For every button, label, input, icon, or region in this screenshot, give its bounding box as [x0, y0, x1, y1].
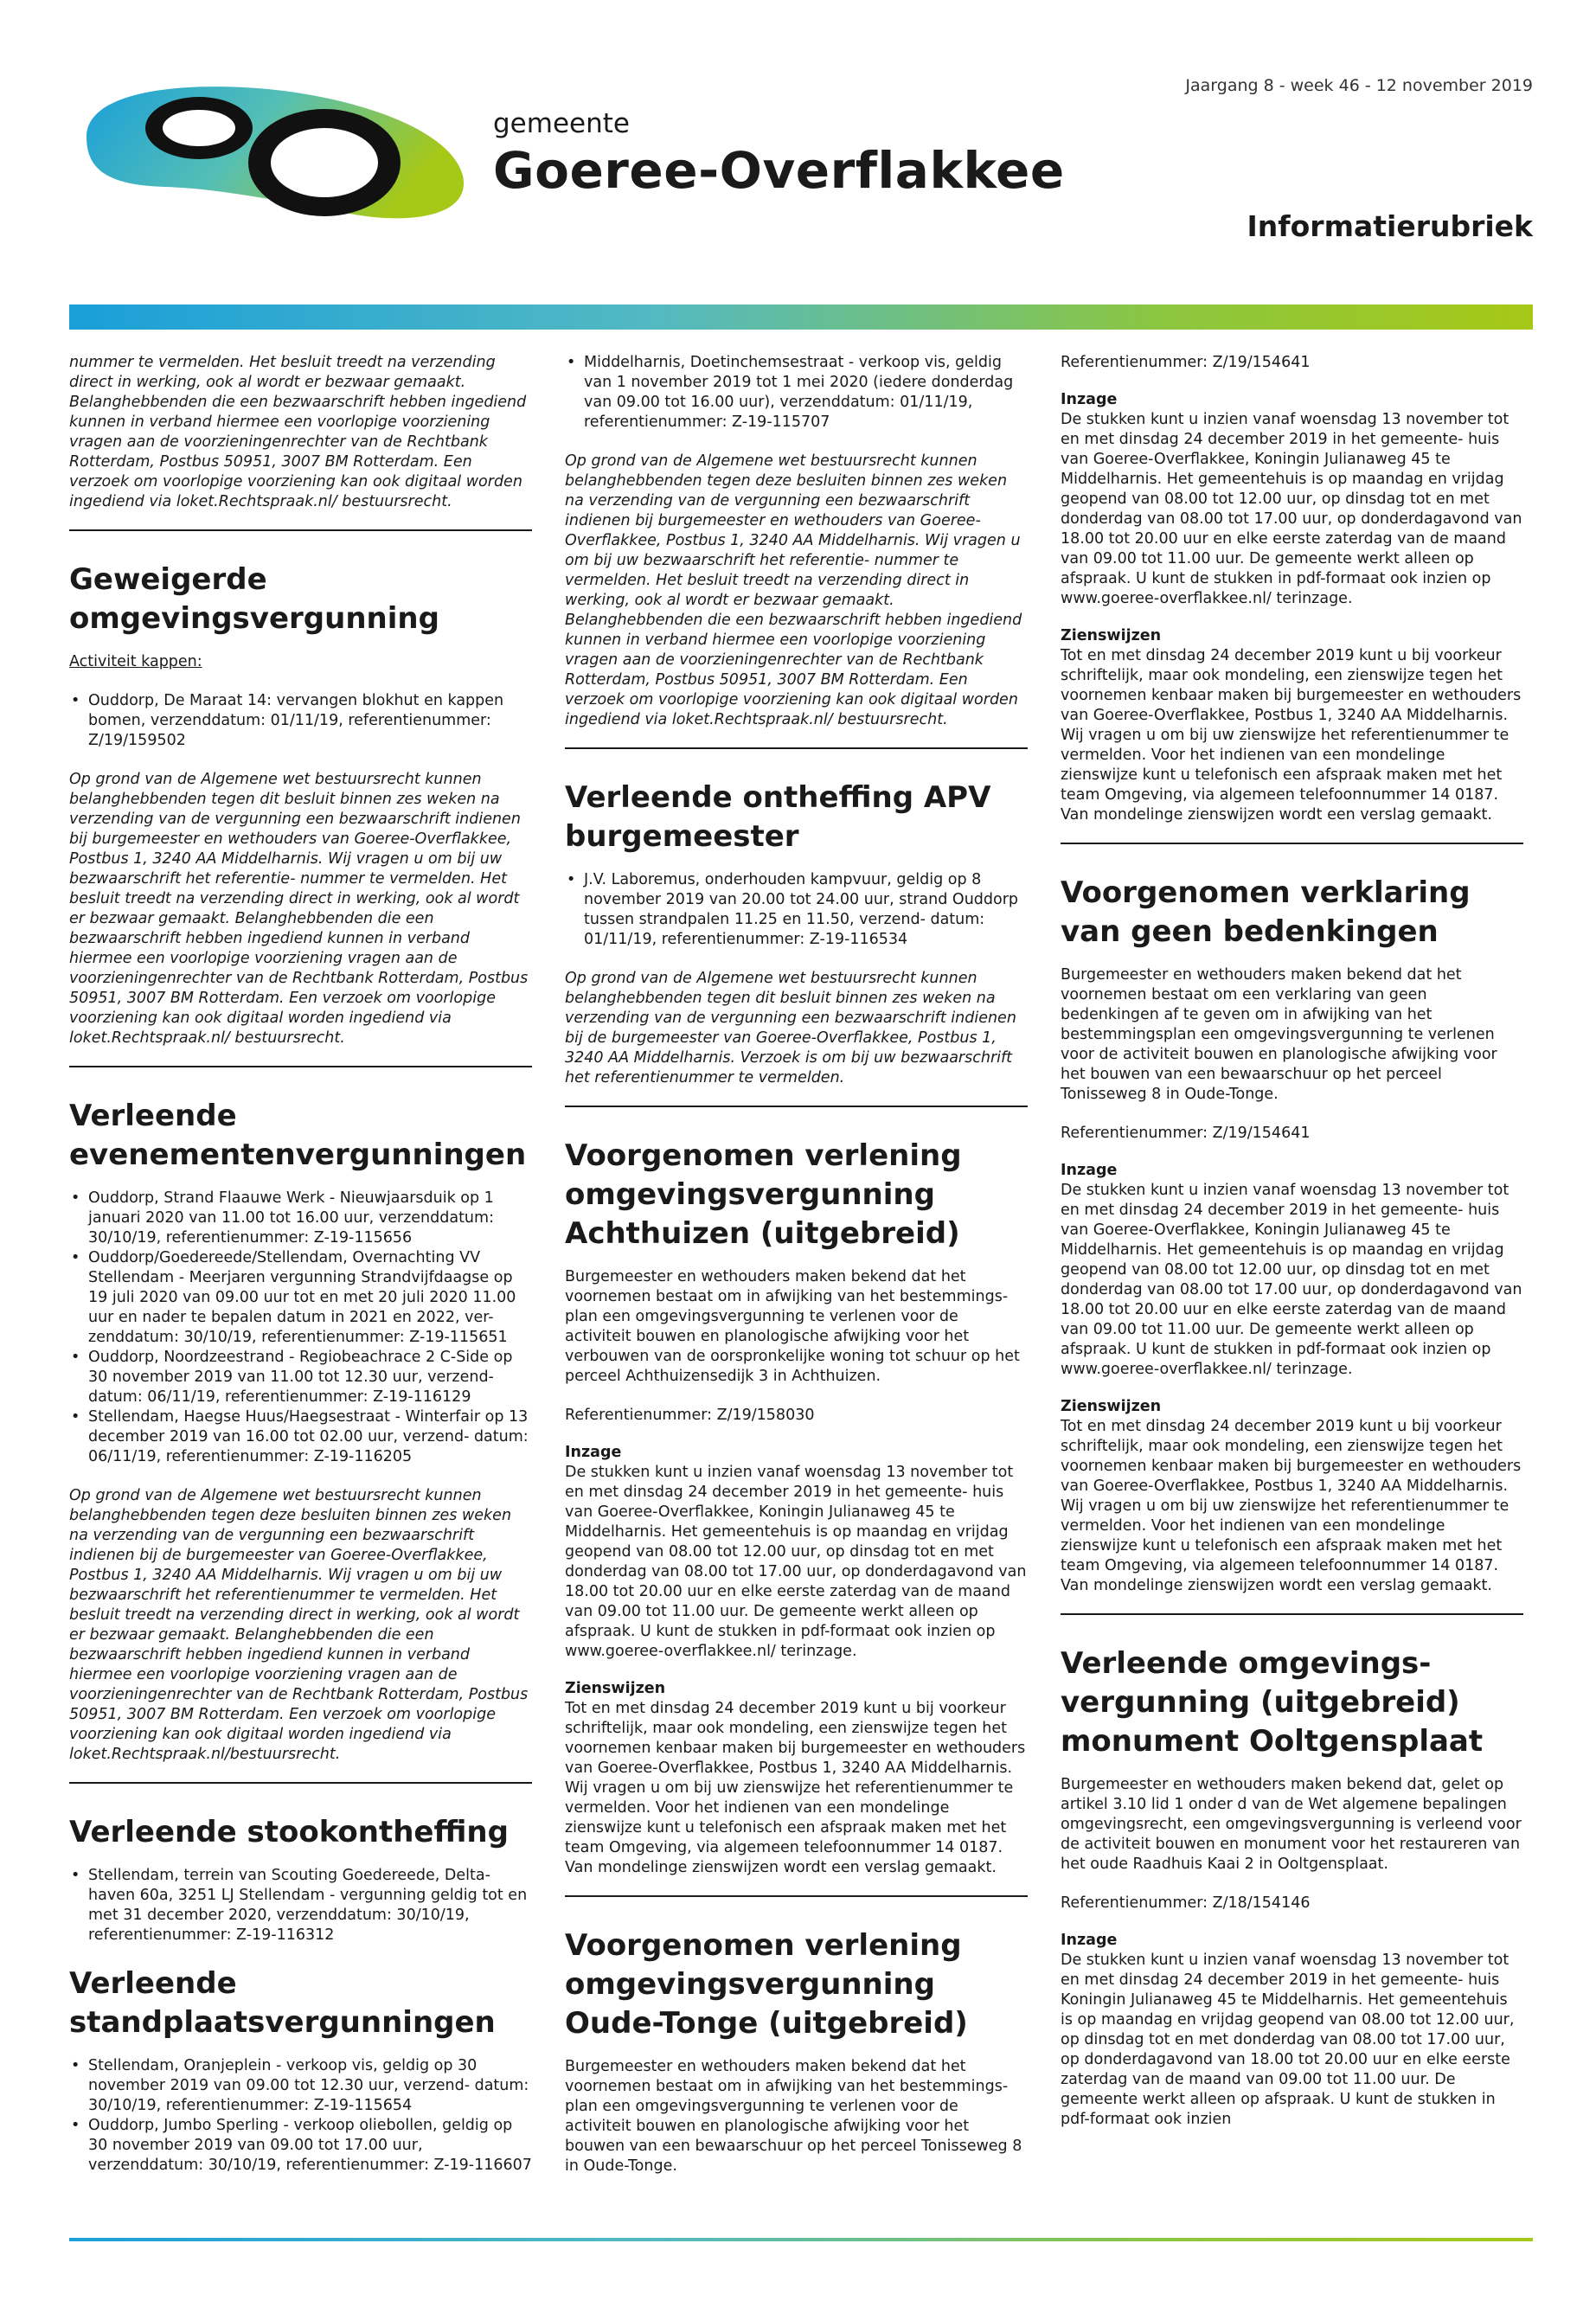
section-divider [69, 1782, 532, 1784]
zienswijzen-heading: Zienswijzen [1061, 1398, 1162, 1415]
inzage-text: De stukken kunt u inzien vanaf woensdag 13 november tot en met dinsdag 24 december 2019 in het gemeente- huis van Goeree-Overflakkee, Koningin Julianaweg 45 te Middelharnis. Het gemeentehuis is op maandag en vrijdag geopend van 08.00 tot 12.00 uur, op dinsdag tot en met donderdag van 08.00 tot 17.00 uur, op donderdagavond van 18.00 tot 20.00 uur en elke eerste zaterdag van de maand van 09.00 tot 11.00 uur. De gemeente werkt alleen op afspraak. U kunt de stukken in pdf-formaat ook inzien op www.goeree-overflakkee.nl/ terinzage. [1061, 411, 1522, 607]
list-item: • J.V. Laboremus, onderhouden kampvuur, geldig op 8 november 2019 van 20.00 tot 24.00 uur, strand Ouddorp tussen strandpalen 11.25 en 11.50, verzend- datum: 01/11/19, referentienummer: Z-19-116534 [565, 870, 1028, 950]
section-title-ooltgensplaat: Verleende omgevings- vergunning (uitgebreid) monument Ooltgensplaat [1061, 1646, 1484, 1759]
list-item: • Ouddorp, Noordzeestrand - Regiobeachrace 2 C-Side op 30 november 2019 van 11.00 tot 12.30 uur, verzend- datum: 06/11/19, referentienummer: Z-19-116129 [69, 1348, 532, 1407]
section-title-oude-tonge: Voorgenomen verlening omgevingsvergunning Oude-Tonge (uitgebreid) [565, 1928, 968, 2041]
column-3 [1061, 353, 1523, 2130]
list-evenementen [69, 1189, 532, 1467]
section-divider [1061, 843, 1523, 844]
inzage-heading: Inzage [1061, 1162, 1118, 1179]
zienswijzen-text: Tot en met dinsdag 24 december 2019 kunt u bij voorkeur schriftelijk, maar ook mondeling, een zienswijze tegen het voornemen kenbaar maken bij burgemeester en wethouders van Goeree-Overflakkee, Postbus 1, 3240 AA Middelharnis. Wij vragen u om bij uw zienswijze het referentienummer te vermelden. Voor het indienen van een mondelinge zienswijze kunt u telefonisch een afspraak maken met het team Omgeving, via algemeen telefoonnummer 14 0187. Van mondelinge zienswijzen wordt een verslag gemaakt. [565, 1700, 1026, 1876]
list-stookontheffing [69, 1866, 532, 1945]
inzage-text: De stukken kunt u inzien vanaf woensdag 13 november tot en met dinsdag 24 december 2019 in het gemeente- huis Koningin Julianaweg 45 te Middelharnis. Het gemeentehuis is op maandag en vrijdag geopend van 08.00 tot 12.00 uur, op dinsdag tot en met donderdag van 08.00 tot 17.00 uur, op donderdagavond van 18.00 tot 20.00 uur en elke eerste zaterdag van de maand van 09.00 tot 11.00 uur. De gemeente werkt alleen op afspraak. U kunt de stukken in pdf-formaat ook inzien [1061, 1952, 1515, 2128]
section-divider [69, 1066, 532, 1067]
legal-text: Op grond van de Algemene wet bestuursrecht kunnen belanghebbenden tegen deze besluiten binnen zes weken na verzending van de vergunning een bezwaarschrift indienen bij burgemeester en wethouders van Goeree-Overflakkee, Postbus 1, 3240 AA Middelharnis. Wij vragen u om bij uw bezwaarschrift het referentie- nummer te vermelden. Het besluit treedt na verzending direct in werking, ook al wordt er bezwaar gemaakt. Belanghebbenden die een bezwaarschrift hebben ingediend kunnen in verband hiermee een voorlopige voorziening vragen aan de voorzieningenrechter van de Rechtbank Rotterdam, Postbus 50951, 3007 BM Rotterdam. Een verzoek om voorlopige voorziening kan ook digitaal worden ingediend via loket.Rechtspraak.nl/ bestuursrecht. [565, 452, 1022, 728]
legal-text: Op grond van de Algemene wet bestuursrecht kunnen belanghebbenden tegen dit besluit binnen zes weken na verzending van de vergunning een bezwaarschrift indienen bij burgemeester en wethouders van Goeree-Overflakkee, Postbus 1, 3240 AA Middelharnis. Wij vragen u om bij uw bezwaarschrift het referentie- nummer te vermelden. Het besluit treedt na verzending direct in werking, ook al wordt er bezwaar gemaakt. Belanghebbenden die een bezwaarschrift hebben ingediend kunnen in verband hiermee een voorlopige voorziening vragen aan de voorzieningenrechter van de Rechtbank Rotterdam, Postbus 50951, 3007 BM Rotterdam. Een verzoek om voorlopige voorziening kan ook digitaal worden ingediend via loket.Rechtspraak.nl/ bestuursrecht. [69, 771, 529, 1047]
column-1 [69, 353, 532, 2176]
section-title-achthuizen: Voorgenomen verlening omgevingsvergunning Achthuizen (uitgebreid) [565, 1138, 962, 1251]
brand-subtitle: gemeente [493, 108, 630, 139]
section-divider [565, 1895, 1028, 1897]
intro-text: nummer te vermelden. Het besluit treedt na verzending direct in werking, ook al wordt er bezwaar gemaakt. Belanghebbenden die een bezwaarschrift hebben ingediend kunnen in verband hiermee een voorlopige voorziening vragen aan de voorzieningenrechter van de Rechtbank Rotterdam, Postbus 50951, 3007 BM Rotterdam. Een verzoek om voorlopige voorziening kan ook digitaal worden ingediend via loket.Rechtspraak.nl/ bestuursrecht. [69, 354, 527, 510]
reference-number: Referentienummer: Z/19/154641 [1061, 1125, 1311, 1142]
list-item: • Stellendam, Haegse Huus/Haegsestraat - Winterfair op 13 december 2019 van 16.00 tot 02.00 uur, verzend- datum: 06/11/19, referentienummer: Z-19-116205 [69, 1407, 532, 1467]
list-item: • Stellendam, terrein van Scouting Goedereede, Delta- haven 60a, 3251 LJ Stellendam - vergunning geldig tot en met 31 december 2020, verzenddatum: 30/10/19, referentienummer: Z-19-116312 [69, 1866, 532, 1945]
section-title-vvgb: Voorgenomen verklaring van geen bedenkingen [1061, 875, 1471, 949]
column-2 [565, 353, 1028, 2176]
header-gradient-band [69, 304, 1533, 330]
section-title-stookontheffing: Verleende stookontheffing [69, 1815, 509, 1849]
list-item: • Stellendam, Oranjeplein - verkoop vis, geldig op 30 november 2019 van 09.00 tot 12.30 uur, verzend- datum: 30/10/19, referentienummer: Z-19-115654 [69, 2056, 532, 2116]
inzage-heading: Inzage [1061, 391, 1118, 408]
section-divider [565, 747, 1028, 749]
list-item: • Middelharnis, Doetinchemsestraat - verkoop vis, geldig van 1 november 2019 tot 1 mei 2020 (iedere donderdag van 09.00 tot 16.00 uur), verzenddatum: 01/11/19, referentienummer: Z-19-115707 [565, 353, 1028, 433]
body-text: Burgemeester en wethouders maken bekend dat het voornemen bestaat om in afwijking van het bestemmings- plan een omgevingsvergunning te verlenen voor de activiteit bouwen en planologische afwijking voor het verbouwen van de oorspronkelijke woning tot schuur op het perceel Achthuizensedijk 3 in Achthuizen. [565, 1268, 1020, 1385]
section-title-standplaats: Verleende standplaatsvergunningen [69, 1966, 496, 2040]
body-text: Burgemeester en wethouders maken bekend dat, gelet op artikel 3.10 lid 1 onder d van de Wet algemene bepalingen omgevingsrecht, een omgevingsvergunning is verleend voor de activiteit bouwen en monument voor het restaureren van het oude Raadhuis Kaai 2 in Ooltgensplaat. [1061, 1776, 1522, 1873]
inzage-heading: Inzage [1061, 1932, 1118, 1949]
section-title-evenementen: Verleende evenementenvergunningen [69, 1099, 527, 1172]
section-title-apv: Verleende ontheffing APV burgemeester [565, 780, 991, 854]
zienswijzen-text: Tot en met dinsdag 24 december 2019 kunt u bij voorkeur schriftelijk, maar ook mondeling, een zienswijze tegen het voornemen kenbaar maken bij burgemeester en wethouders van Goeree-Overflakkee, Postbus 1, 3240 AA Middelharnis. Wij vragen u om bij uw zienswijze het referentienummer te vermelden. Voor het indienen van een mondelinge zienswijze kunt u telefonisch een afspraak maken met het team Omgeving, via algemeen telefoonnummer 14 0187. Van mondelinge zienswijzen wordt een verslag gemaakt. [1061, 1418, 1522, 1594]
legal-text: Op grond van de Algemene wet bestuursrecht kunnen belanghebbenden tegen deze besluiten binnen zes weken na verzending van de vergunning een bezwaarschrift indienen bij de burgemeester van Goeree-Overflakkee, Postbus 1, 3240 AA Middelharnis. Wij vragen u om bij uw bezwaarschrift het referentienummer te vermelden. Het besluit treedt na verzending direct in werking, ook al wordt er bezwaar gemaakt. Belanghebbenden die een bezwaarschrift hebben ingediend kunnen in verband hiermee een voorlopige voorziening vragen aan de voorzieningenrechter van de Rechtbank Rotterdam, Postbus 50951, 3007 BM Rotterdam. Een verzoek om voorlopige voorziening kan ook digitaal worden ingediend via loket.Rechtspraak.nl/bestuursrecht. [69, 1487, 529, 1763]
reference-number: Referentienummer: Z/19/154641 [1061, 354, 1311, 371]
inzage-text: De stukken kunt u inzien vanaf woensdag 13 november tot en met dinsdag 24 december 2019 in het gemeente- huis van Goeree-Overflakkee, Koningin Julianaweg 45 te Middelharnis. Het gemeentehuis is op maandag en vrijdag geopend van 08.00 tot 12.00 uur, op dinsdag tot en met donderdag van 08.00 tot 17.00 uur, op donderdagavond van 18.00 tot 20.00 uur en elke eerste zaterdag van de maand van 09.00 tot 11.00 uur. De gemeente werkt alleen op afspraak. U kunt de stukken in pdf-formaat ook inzien op www.goeree-overflakkee.nl/ terinzage. [565, 1464, 1027, 1660]
body-text: Burgemeester en wethouders maken bekend dat het voornemen bestaat om een verklaring van geen bedenkingen af te geven om in afwijking van het bestemmingsplan een omgevingsvergunning te verlenen voor de activiteit bouwen en planologische afwijking voor het bouwen van een bewaarschuur op het perceel Tonisseweg 8 in Oude-Tonge. [1061, 966, 1497, 1103]
list-apv [565, 870, 1028, 950]
legal-text: Op grond van de Algemene wet bestuursrecht kunnen belanghebbenden tegen dit besluit binnen zes weken na verzending van de vergunning een bezwaarschrift indienen bij de burgemeester van Goeree-Overflakkee, Postbus 1, 3240 AA Middelharnis. Verzoek is om bij uw bezwaarschrift het referentienummer te vermelden. [565, 970, 1016, 1086]
list-standplaats-cont [565, 353, 1028, 433]
zienswijzen-heading: Zienswijzen [1061, 627, 1162, 644]
section-divider [1061, 1613, 1523, 1615]
footer-gradient-line [69, 2238, 1533, 2241]
zienswijzen-heading: Zienswijzen [565, 1680, 666, 1697]
list-geweigerde [69, 691, 532, 751]
reference-number: Referentienummer: Z/18/154146 [1061, 1894, 1311, 1912]
inzage-text: De stukken kunt u inzien vanaf woensdag 13 november tot en met dinsdag 24 december 2019 in het gemeente- huis van Goeree-Overflakkee, Koningin Julianaweg 45 te Middelharnis. Het gemeentehuis is op maandag en vrijdag geopend van 08.00 tot 12.00 uur, op dinsdag tot en met donderdag van 08.00 tot 17.00 uur, op donderdagavond van 18.00 tot 20.00 uur en elke eerste zaterdag van de maand van 09.00 tot 11.00 uur. De gemeente werkt alleen op afspraak. U kunt de stukken in pdf-formaat ook inzien op www.goeree-overflakkee.nl/ terinzage. [1061, 1182, 1522, 1378]
list-standplaats [69, 2056, 532, 2176]
inzage-heading: Inzage [565, 1444, 622, 1461]
list-item: • Ouddorp, De Maraat 14: vervangen blokhut en kappen bomen, verzenddatum: 01/11/19, referentienummer: Z/19/159502 [69, 691, 532, 751]
brand-name: Goeree-Overflakkee [493, 141, 1065, 200]
issue-date: Jaargang 8 - week 46 - 12 november 2019 [1185, 76, 1533, 95]
list-item: • Ouddorp/Goedereede/Stellendam, Overnachting VV Stellendam - Meerjaren vergunning Strandvijfdaagse op 19 juli 2020 van 09.00 uur tot en met 20 juli 2020 11.00 uur en nader te bepalen datum in 2021 en 2022, ver- zenddatum: 30/10/19, referentienummer: Z-19-115651 [69, 1248, 532, 1348]
body-text: Burgemeester en wethouders maken bekend dat het voornemen bestaat om in afwijking van het bestemmings- plan een omgevingsvergunning te verlenen voor de activiteit bouwen en planologische afwijking voor het bouwen van een bewaarschuur op het perceel Tonisseweg 8 in Oude-Tonge. [565, 2058, 1022, 2175]
activity-label: Activiteit kappen: [69, 653, 202, 670]
rubric-title: Informatierubriek [1247, 209, 1533, 243]
section-title-geweigerde: Geweigerde omgevingsvergunning [69, 562, 439, 636]
section-divider [69, 529, 532, 531]
section-divider [565, 1106, 1028, 1107]
list-item: • Ouddorp, Jumbo Sperling - verkoop oliebollen, geldig op 30 november 2019 van 09.00 tot 17.00 uur, verzenddatum: 30/10/19, referentienummer: Z-19-116607 [69, 2116, 532, 2176]
zienswijzen-text: Tot en met dinsdag 24 december 2019 kunt u bij voorkeur schriftelijk, maar ook mondeling, een zienswijze tegen het voornemen kenbaar maken bij burgemeester en wethouders van Goeree-Overflakkee, Postbus 1, 3240 AA Middelharnis. Wij vragen u om bij uw zienswijze het referentienummer te vermelden. Voor het indienen van een mondelinge zienswijze kunt u telefonisch een afspraak maken met het team Omgeving, via algemeen telefoonnummer 14 0187. Van mondelinge zienswijzen wordt een verslag gemaakt. [1061, 647, 1522, 824]
list-item: • Ouddorp, Strand Flaauwe Werk - Nieuwjaarsduik op 1 januari 2020 van 11.00 tot 16.00 uur, verzenddatum: 30/10/19, referentienummer: Z-19-115656 [69, 1189, 532, 1248]
reference-number: Referentienummer: Z/19/158030 [565, 1407, 815, 1424]
municipality-logo [69, 76, 476, 228]
